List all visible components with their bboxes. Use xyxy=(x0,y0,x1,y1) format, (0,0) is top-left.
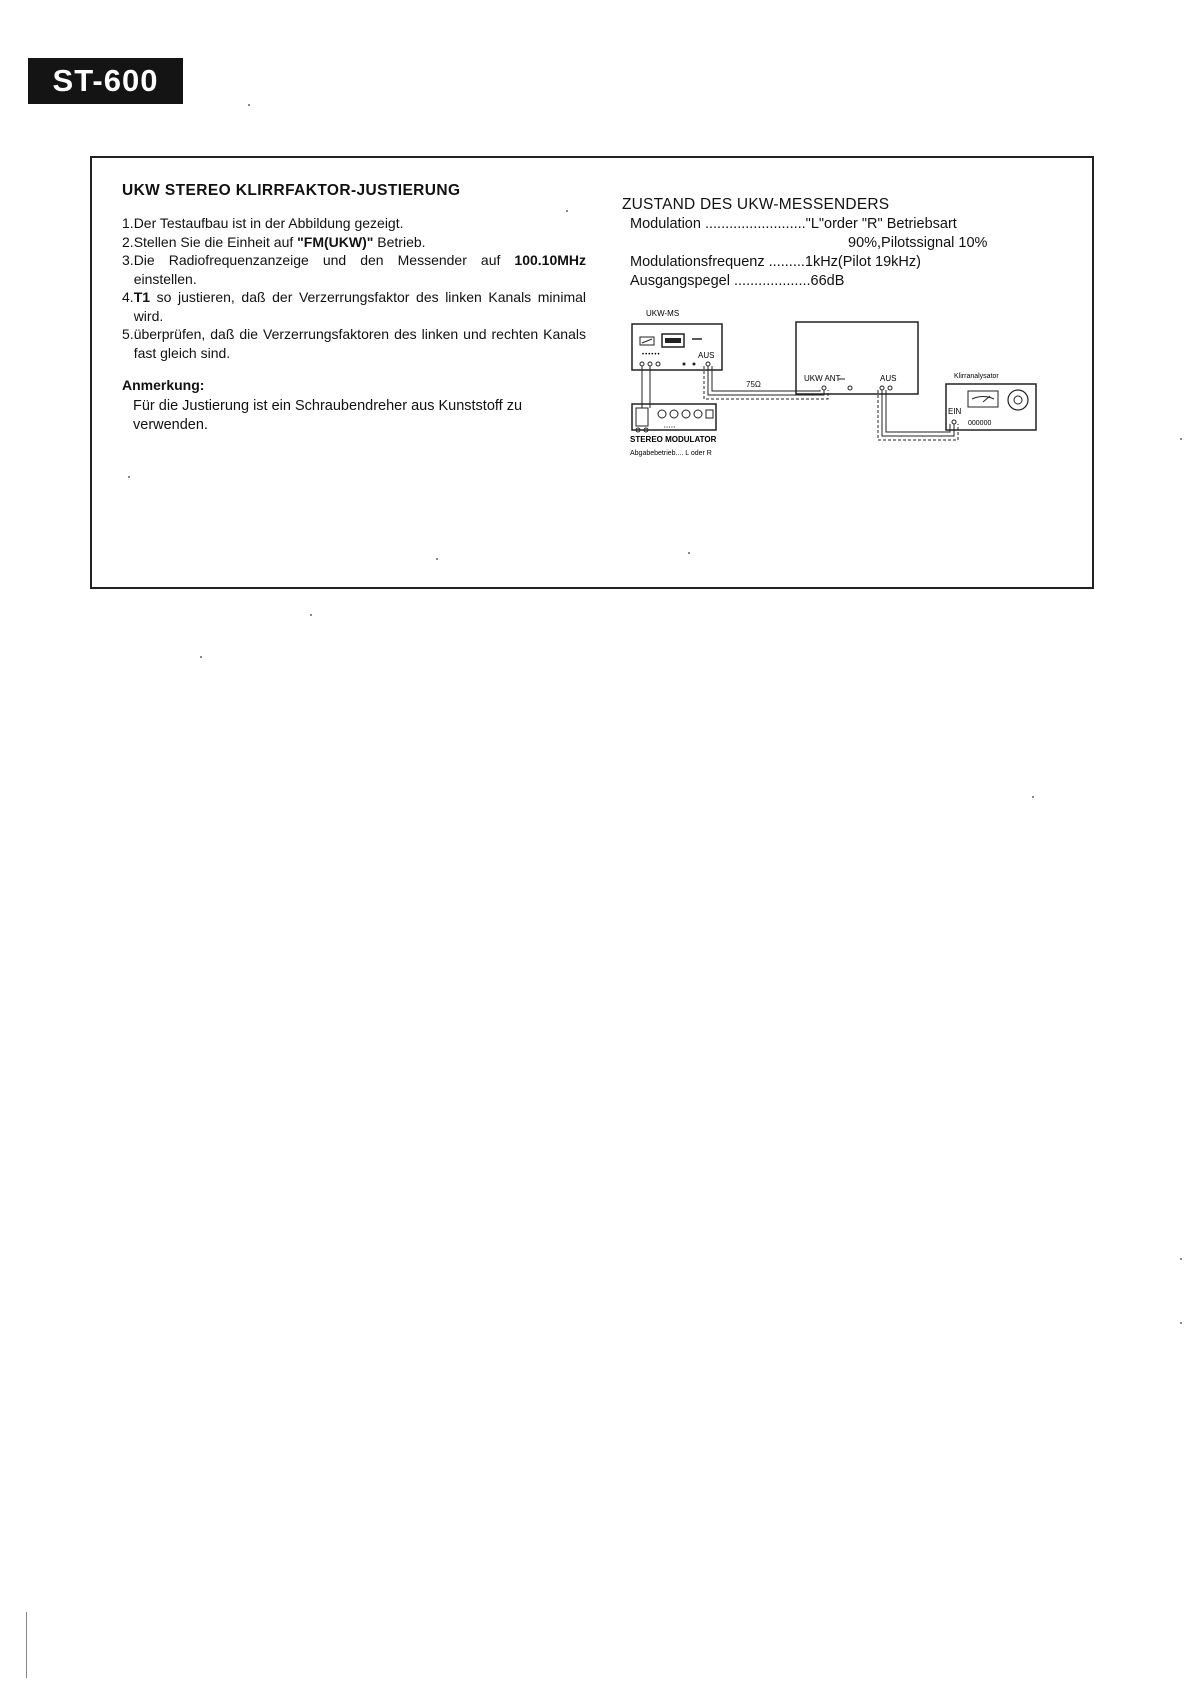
scan-speck xyxy=(1180,1322,1182,1324)
scan-speck xyxy=(688,552,690,554)
step-4: 4. T1 so justieren, daß der Verzerrungsfaktor des linken Kanals minimal wird. xyxy=(122,289,586,324)
test-setup-diagram xyxy=(628,308,1058,498)
step-1: 1. Der Testaufbau ist in der Abbildung gezeigt. xyxy=(122,215,404,231)
stereo-modulator xyxy=(630,404,717,457)
distortion-analyzer xyxy=(946,373,1036,430)
tuner-out-label: AUS xyxy=(880,374,897,383)
signal-generator xyxy=(632,309,722,370)
scan-speck xyxy=(310,614,312,616)
condition-level: Ausgangspegel ...................66dB xyxy=(630,273,845,289)
condition-frequency: Modulationsfrequenz .........1kHz(Pilot 19kHz) xyxy=(630,254,921,270)
modulator-mode: Abgabebetrieb.... L oder R xyxy=(630,450,712,457)
modulator-label: STEREO MODULATOR xyxy=(630,435,717,444)
tuner-ant-label: UKW ANT xyxy=(804,374,841,383)
note-text: Für die Justierung ist ein Schraubendreher aus Kunststoff zu verwenden. xyxy=(133,398,523,433)
scan-speck xyxy=(26,1612,27,1678)
scan-speck xyxy=(128,476,130,478)
condition-modulation: Modulation ........................."L"order "R" Betriebsart xyxy=(630,216,957,232)
generator-out-label: AUS xyxy=(698,351,715,360)
svg-text:••••••: •••••• xyxy=(642,352,661,358)
scan-speck xyxy=(1180,1258,1182,1260)
tuner-unit xyxy=(796,322,918,394)
analyzer-display: 000000 xyxy=(968,420,992,427)
scan-speck xyxy=(1032,796,1034,798)
section-title: UKW STEREO KLIRRFAKTOR-JUSTIERUNG xyxy=(122,182,461,199)
scan-speck xyxy=(436,558,438,560)
impedance-label: 75Ω xyxy=(746,380,761,389)
step-2: 2. Stellen Sie die Einheit auf "FM(UKW)" Betrieb. xyxy=(122,233,426,250)
scan-speck xyxy=(1180,438,1182,440)
condition-modulation-cont: 90%,Pilotssignal 10% xyxy=(848,235,988,251)
scan-speck xyxy=(566,210,568,212)
scan-speck xyxy=(200,656,202,658)
step-3: 3. Die Radiofrequenzanzeige und den Messender auf 100.10MHz einstellen. xyxy=(122,252,586,287)
scan-speck xyxy=(248,104,250,106)
analyzer-in-label: EIN xyxy=(948,407,962,416)
model-badge: ST-600 xyxy=(28,58,183,104)
modulator-connections xyxy=(642,366,650,408)
step-5: 5. überprüfen, daß die Verzerrungsfaktoren des linken und rechten Kanals fast gleich sind. xyxy=(122,326,586,361)
analyzer-label: Klirranalysator xyxy=(954,373,999,380)
conditions-title: ZUSTAND DES UKW-MESSENDERS xyxy=(622,196,890,213)
note-heading: Anmerkung: xyxy=(122,377,205,393)
generator-label: UKW-MS xyxy=(646,309,680,318)
procedure-steps xyxy=(122,214,586,362)
svg-text:•••••: ••••• xyxy=(664,424,677,429)
